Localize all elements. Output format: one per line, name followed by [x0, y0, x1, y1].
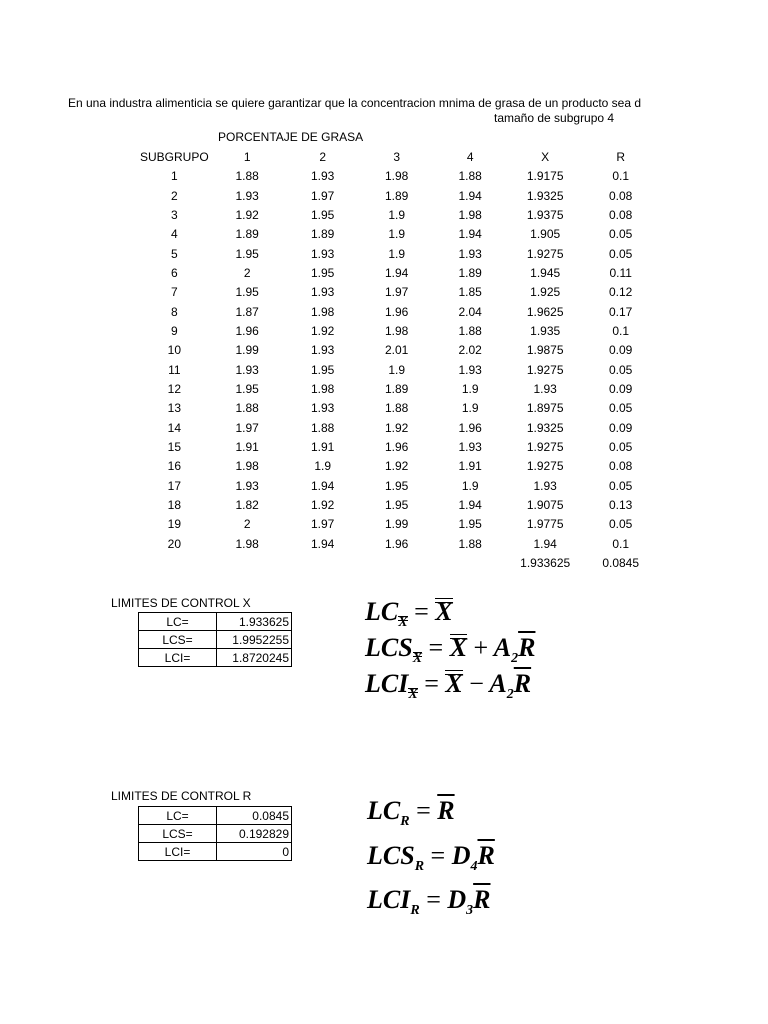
empty-cell [434, 554, 507, 573]
table-cell: 1.82 [235, 497, 259, 512]
table-cell: 1.93 [533, 478, 557, 493]
table-row [140, 245, 658, 264]
table-cell: 1.91 [458, 459, 482, 474]
table-cell: 0.17 [609, 304, 633, 319]
subgroup-size-label: tamaño de subgrupo 4 [494, 111, 615, 125]
formula-lci-x: $LCI_X = X - A_2\overline{R}$ [365, 669, 532, 702]
table-cell: 1.94 [311, 478, 335, 493]
table-cell: 1.95 [311, 362, 335, 377]
table-cell: 1.97 [311, 517, 335, 532]
table-cell: 1.99 [385, 517, 409, 532]
table-cell: 1.89 [235, 227, 259, 242]
table-row [140, 283, 658, 302]
limit-label: LC= [139, 807, 217, 825]
table-cell: 0.1 [612, 323, 630, 338]
table-cell: 1.8975 [526, 401, 564, 416]
table-cell: 1.94 [385, 265, 409, 280]
header-3: 3 [393, 150, 401, 164]
table-cell: 1.93 [533, 381, 557, 396]
table-cell: 1.9775 [526, 517, 564, 532]
averages-row [140, 554, 658, 573]
table-cell: 1.97 [385, 285, 409, 300]
table-cell: 1.96 [235, 323, 259, 338]
limits-x-title: LIMITES DE CONTROL X [111, 596, 251, 610]
table-cell: 0.1 [612, 536, 630, 551]
table-cell: 13 [167, 401, 182, 416]
empty-cell [209, 554, 286, 573]
table-cell: 1.85 [458, 285, 482, 300]
table-cell: 1.9 [314, 459, 332, 474]
table-cell: 1.92 [311, 497, 335, 512]
table-cell: 1.98 [311, 304, 335, 319]
table-cell: 2 [171, 188, 178, 203]
table-cell: 2.02 [458, 343, 482, 358]
table-cell: 0.1 [612, 169, 630, 184]
table-cell: 1.88 [235, 169, 259, 184]
table-cell: 7 [171, 285, 178, 300]
table-cell: 1.9275 [526, 246, 564, 261]
table-cell: 1.96 [458, 420, 482, 435]
limit-label: LCI= [139, 649, 217, 667]
table-cell: 1.95 [458, 517, 482, 532]
table-cell: 1.95 [311, 265, 335, 280]
table-cell: 1.94 [458, 188, 482, 203]
limit-value: 1.933625 [217, 613, 292, 631]
formula-lc-r: $LC_R = \overline{R}$ [367, 796, 455, 829]
table-cell: 0.08 [609, 188, 633, 203]
limits-x-row [139, 613, 292, 631]
table-cell: 1.96 [385, 304, 409, 319]
empty-cell [140, 554, 209, 573]
limit-label: LCI= [139, 843, 217, 861]
limit-value: 1.9952255 [217, 631, 292, 649]
table-cell: 1.93 [235, 362, 259, 377]
table-cell: 1.89 [311, 227, 335, 242]
table-cell: 3 [171, 207, 178, 222]
table-cell: 1.95 [235, 285, 259, 300]
table-cell: 1.89 [385, 381, 409, 396]
formula-lc-x: $LC_X = X$ [365, 597, 453, 630]
table-cell: 1.9275 [526, 439, 564, 454]
table-cell: 1.95 [235, 246, 259, 261]
table-cell: 1.93 [458, 362, 482, 377]
table-cell: 1.94 [458, 497, 482, 512]
table-cell: 0.11 [609, 265, 632, 280]
limits-r-table [138, 806, 292, 861]
intro-text: En una industra alimenticia se quiere garantizar que la concentracion mnima de grasa de un producto sea d [68, 96, 642, 110]
table-cell: 5 [171, 246, 178, 261]
table-cell: 4 [171, 227, 178, 242]
percentage-title: PORCENTAJE DE GRASA [218, 130, 364, 144]
table-cell: 2 [243, 517, 251, 532]
formula-lci-r: $LCI_R = D_3\overline{R}$ [367, 885, 491, 918]
table-row [140, 361, 658, 380]
table-cell: 0.05 [609, 517, 633, 532]
table-cell: 0.05 [609, 227, 633, 242]
limit-label: LCS= [139, 825, 217, 843]
table-cell: 1.92 [311, 323, 335, 338]
table-cell: 1.9325 [526, 188, 564, 203]
table-cell: 14 [167, 420, 182, 435]
table-cell: 1.88 [385, 401, 409, 416]
table-cell: 1.9275 [526, 362, 564, 377]
table-cell: 15 [167, 439, 182, 454]
table-cell: 1.96 [385, 439, 409, 454]
table-cell: 1.92 [385, 459, 409, 474]
table-cell: 1 [171, 169, 178, 184]
header-subgrupo: SUBGRUPO [140, 150, 209, 164]
table-cell: 1.935 [530, 323, 561, 338]
table-cell: 0.05 [609, 401, 633, 416]
header-r: R [616, 150, 626, 164]
table-cell: 1.91 [235, 439, 259, 454]
empty-cell [360, 554, 434, 573]
table-cell: 17 [167, 478, 182, 493]
table-cell: 1.93 [311, 401, 335, 416]
table-cell: 0.09 [609, 343, 633, 358]
limits-r-row [139, 843, 292, 861]
table-cell: 1.98 [458, 207, 482, 222]
table-cell: 0.05 [609, 439, 633, 454]
table-cell: 1.93 [235, 188, 259, 203]
limit-value: 0.0845 [217, 807, 292, 825]
table-cell: 2.04 [458, 304, 482, 319]
table-cell: 0.08 [609, 207, 633, 222]
table-cell: 0.05 [609, 362, 633, 377]
table-row [140, 167, 658, 186]
table-cell: 2 [243, 265, 251, 280]
table-cell: 1.98 [385, 323, 409, 338]
table-cell: 1.93 [458, 246, 482, 261]
table-cell: 1.9 [388, 227, 406, 242]
header-1: 1 [243, 150, 251, 164]
table-cell: 1.9 [461, 401, 479, 416]
average-r: 0.0845 [602, 555, 640, 570]
table-row [140, 264, 658, 283]
table-cell: 1.97 [311, 188, 335, 203]
table-cell: 1.93 [458, 439, 482, 454]
table-cell: 1.92 [385, 420, 409, 435]
table-cell: 1.88 [458, 536, 482, 551]
table-cell: 1.91 [311, 439, 335, 454]
table-cell: 1.89 [458, 265, 482, 280]
table-cell: 1.9 [388, 246, 406, 261]
table-cell: 1.95 [385, 478, 409, 493]
table-cell: 1.9 [461, 478, 479, 493]
table-cell: 9 [171, 323, 178, 338]
limits-r-row [139, 807, 292, 825]
table-cell: 1.93 [311, 169, 335, 184]
table-row [140, 399, 658, 418]
table-cell: 1.925 [530, 285, 561, 300]
table-cell: 1.9275 [526, 459, 564, 474]
table-cell: 11 [168, 362, 181, 377]
table-cell: 1.9375 [526, 207, 564, 222]
table-cell: 1.94 [458, 227, 482, 242]
table-row [140, 535, 658, 554]
table-row [140, 438, 658, 457]
header-4: 4 [466, 150, 474, 164]
table-cell: 1.95 [235, 381, 259, 396]
table-cell: 1.905 [530, 227, 561, 242]
limits-x-row [139, 649, 292, 667]
limits-x-table [138, 612, 292, 667]
limit-value: 0 [217, 843, 292, 861]
table-row [140, 496, 658, 515]
average-x: 1.933625 [520, 555, 571, 570]
table-cell: 1.9 [388, 207, 406, 222]
header-2: 2 [319, 150, 327, 164]
table-cell: 0.05 [609, 478, 633, 493]
table-cell: 1.9875 [526, 343, 564, 358]
table-cell: 0.12 [609, 285, 633, 300]
table-cell: 0.09 [609, 420, 633, 435]
table-cell: 1.9175 [526, 169, 564, 184]
table-cell: 1.94 [311, 536, 335, 551]
header-row [140, 148, 658, 167]
table-row [140, 206, 658, 225]
data-table [140, 148, 658, 573]
table-cell: 0.09 [609, 381, 633, 396]
table-cell: 1.9075 [526, 497, 564, 512]
table-cell: 2.01 [385, 343, 409, 358]
table-cell: 1.97 [235, 420, 259, 435]
table-cell: 1.93 [311, 343, 335, 358]
table-cell: 0.08 [609, 459, 633, 474]
table-row [140, 187, 658, 206]
table-cell: 6 [171, 265, 178, 280]
table-row [140, 341, 658, 360]
table-row [140, 457, 658, 476]
table-cell: 1.96 [385, 536, 409, 551]
table-cell: 8 [171, 304, 178, 319]
table-row [140, 477, 658, 496]
table-cell: 1.93 [235, 478, 259, 493]
formula-lcs-x: $LCS_X = X + A_2\overline{R}$ [365, 633, 536, 666]
table-cell: 1.99 [235, 343, 259, 358]
table-cell: 1.9325 [526, 420, 564, 435]
table-cell: 1.89 [385, 188, 409, 203]
table-cell: 1.88 [311, 420, 335, 435]
table-row [140, 322, 658, 341]
table-cell: 1.9625 [526, 304, 564, 319]
table-cell: 0.13 [609, 497, 633, 512]
limit-value: 0.192829 [217, 825, 292, 843]
table-cell: 1.94 [533, 536, 557, 551]
limit-label: LC= [139, 613, 217, 631]
table-cell: 1.98 [235, 536, 259, 551]
table-row [140, 419, 658, 438]
table-cell: 1.945 [530, 265, 561, 280]
limit-value: 1.8720245 [217, 649, 292, 667]
table-cell: 1.88 [458, 169, 482, 184]
limits-x-row [139, 631, 292, 649]
table-cell: 1.93 [311, 285, 335, 300]
table-cell: 18 [167, 497, 182, 512]
table-cell: 1.98 [235, 459, 259, 474]
table-cell: 16 [167, 459, 182, 474]
table-cell: 1.93 [311, 246, 335, 261]
limit-label: LCS= [139, 631, 217, 649]
limits-r-title: LIMITES DE CONTROL R [111, 789, 252, 803]
empty-cell [286, 554, 360, 573]
table-cell: 1.87 [235, 304, 259, 319]
table-cell: 1.88 [235, 401, 259, 416]
table-row [140, 225, 658, 244]
table-cell: 1.9 [461, 381, 479, 396]
limits-r-row [139, 825, 292, 843]
table-cell: 1.88 [458, 323, 482, 338]
table-cell: 1.98 [311, 381, 335, 396]
header-x: X [541, 150, 550, 164]
table-cell: 1.92 [235, 207, 259, 222]
table-cell: 19 [167, 517, 182, 532]
table-cell: 10 [167, 343, 182, 358]
table-cell: 1.95 [385, 497, 409, 512]
table-cell: 1.9 [388, 362, 406, 377]
table-row [140, 303, 658, 322]
table-cell: 12 [167, 381, 182, 396]
formula-lcs-r: $LCS_R = D_4\overline{R}$ [367, 841, 495, 874]
table-row [140, 515, 658, 534]
table-row [140, 380, 658, 399]
table-cell: 1.98 [385, 169, 409, 184]
table-cell: 20 [167, 536, 182, 551]
table-cell: 1.95 [311, 207, 335, 222]
table-cell: 0.05 [609, 246, 633, 261]
